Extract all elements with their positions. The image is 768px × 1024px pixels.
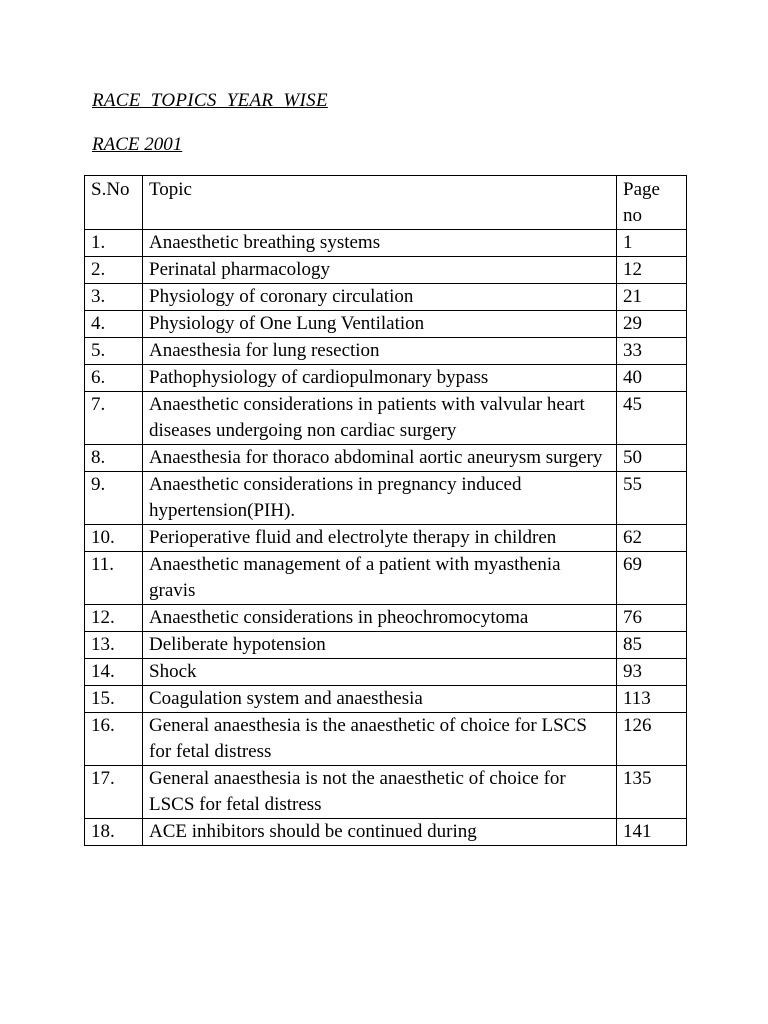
- row-sno: 15.: [85, 686, 143, 713]
- row-topic: Deliberate hypotension: [143, 632, 617, 659]
- table-row: [85, 605, 687, 632]
- table-row: [85, 338, 687, 365]
- table-body: [85, 230, 687, 846]
- row-page: 113: [617, 686, 687, 713]
- row-sno: 9.: [85, 472, 143, 525]
- row-topic: Anaesthetic considerations in patients with valvular heart diseases undergoing non cardiac surgery: [143, 392, 617, 445]
- table-row: [85, 445, 687, 472]
- row-sno: 12.: [85, 605, 143, 632]
- table-row: [85, 472, 687, 525]
- row-sno: 4.: [85, 311, 143, 338]
- row-topic: Perioperative fluid and electrolyte therapy in children: [143, 525, 617, 552]
- row-topic: Physiology of One Lung Ventilation: [143, 311, 617, 338]
- row-topic: Coagulation system and anaesthesia: [143, 686, 617, 713]
- row-page: 62: [617, 525, 687, 552]
- row-topic: Perinatal pharmacology: [143, 257, 617, 284]
- row-page: 12: [617, 257, 687, 284]
- row-sno: 5.: [85, 338, 143, 365]
- row-sno: 7.: [85, 392, 143, 445]
- row-sno: 2.: [85, 257, 143, 284]
- row-page: 141: [617, 819, 687, 846]
- row-topic: Anaesthetic considerations in pregnancy induced hypertension(PIH).: [143, 472, 617, 525]
- topics-table: [84, 175, 687, 846]
- table-row: [85, 311, 687, 338]
- row-sno: 11.: [85, 552, 143, 605]
- row-page: 50: [617, 445, 687, 472]
- row-sno: 6.: [85, 365, 143, 392]
- header-sno: S.No: [85, 176, 143, 230]
- table-row: [85, 766, 687, 819]
- row-topic: Anaesthetic breathing systems: [143, 230, 617, 257]
- row-topic: Pathophysiology of cardiopulmonary bypass: [143, 365, 617, 392]
- row-topic: Shock: [143, 659, 617, 686]
- section-title: RACE 2001: [92, 134, 183, 155]
- row-topic: Anaesthetic considerations in pheochromocytoma: [143, 605, 617, 632]
- row-page: 135: [617, 766, 687, 819]
- row-sno: 1.: [85, 230, 143, 257]
- row-page: 85: [617, 632, 687, 659]
- page-title: RACE TOPICS YEAR WISE: [92, 90, 328, 111]
- table-row: [85, 392, 687, 445]
- row-sno: 18.: [85, 819, 143, 846]
- row-page: 76: [617, 605, 687, 632]
- table-row: [85, 632, 687, 659]
- row-page: 40: [617, 365, 687, 392]
- row-page: 126: [617, 713, 687, 766]
- table-row: [85, 257, 687, 284]
- row-sno: 8.: [85, 445, 143, 472]
- row-topic: Anaesthetic management of a patient with myasthenia gravis: [143, 552, 617, 605]
- table-row: [85, 552, 687, 605]
- row-page: 1: [617, 230, 687, 257]
- row-sno: 16.: [85, 713, 143, 766]
- row-topic: Anaesthesia for thoraco abdominal aortic aneurysm surgery: [143, 445, 617, 472]
- table-row: [85, 284, 687, 311]
- row-sno: 14.: [85, 659, 143, 686]
- header-page: Page no: [617, 176, 687, 230]
- table-row: [85, 713, 687, 766]
- row-topic: Physiology of coronary circulation: [143, 284, 617, 311]
- row-topic: General anaesthesia is the anaesthetic of choice for LSCS for fetal distress: [143, 713, 617, 766]
- header-topic: Topic: [143, 176, 617, 230]
- row-sno: 13.: [85, 632, 143, 659]
- table-header-row: [85, 176, 687, 230]
- row-page: 93: [617, 659, 687, 686]
- row-sno: 3.: [85, 284, 143, 311]
- table-row: [85, 819, 687, 846]
- row-page: 33: [617, 338, 687, 365]
- table-row: [85, 525, 687, 552]
- table-row: [85, 686, 687, 713]
- row-topic: General anaesthesia is not the anaesthetic of choice for LSCS for fetal distress: [143, 766, 617, 819]
- row-page: 69: [617, 552, 687, 605]
- table-row: [85, 659, 687, 686]
- row-sno: 17.: [85, 766, 143, 819]
- row-page: 55: [617, 472, 687, 525]
- table-row: [85, 365, 687, 392]
- row-page: 45: [617, 392, 687, 445]
- row-topic: ACE inhibitors should be continued during: [143, 819, 617, 846]
- row-page: 21: [617, 284, 687, 311]
- row-topic: Anaesthesia for lung resection: [143, 338, 617, 365]
- table-row: [85, 230, 687, 257]
- row-page: 29: [617, 311, 687, 338]
- row-sno: 10.: [85, 525, 143, 552]
